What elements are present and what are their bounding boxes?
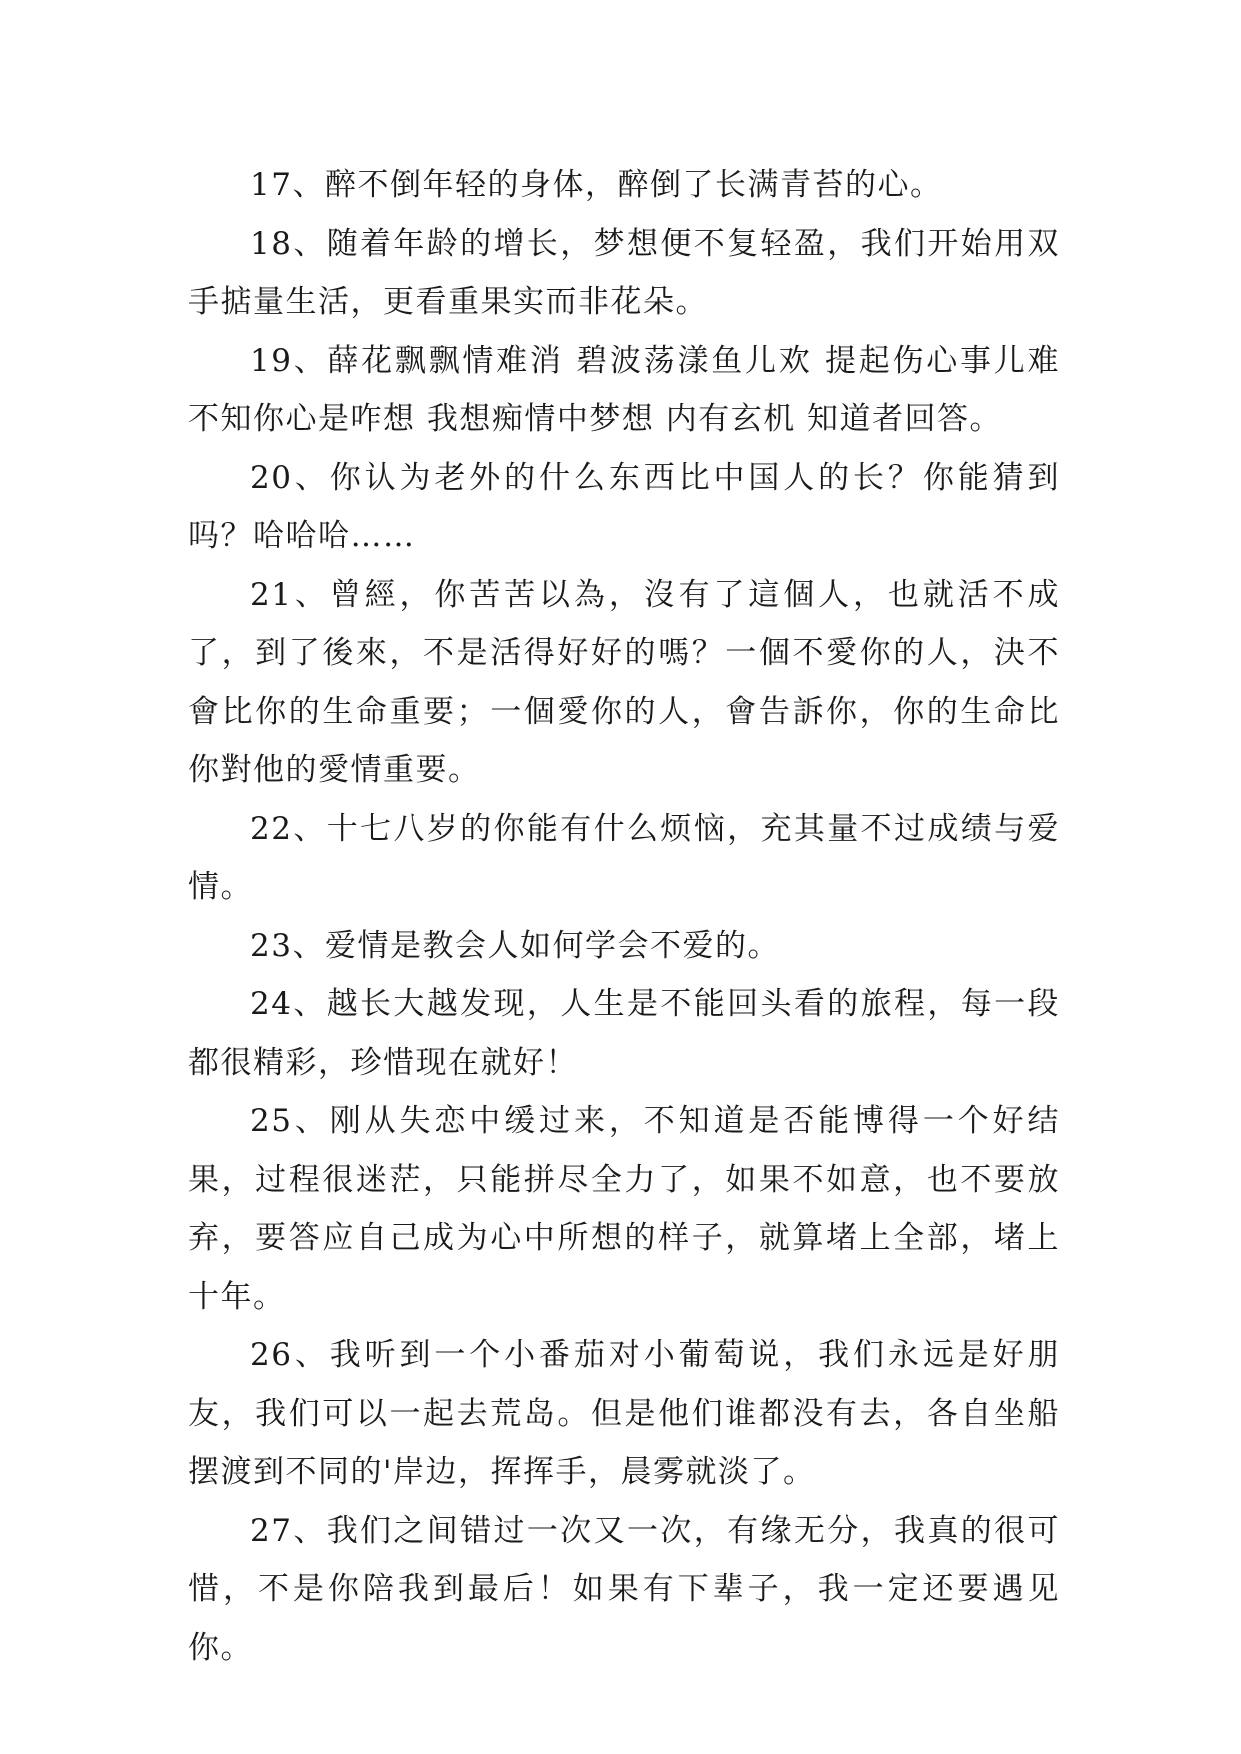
paragraph-20: 20、你认为老外的什么东西比中国人的长？你能猜到吗？哈哈哈……: [188, 459, 1060, 554]
paragraph-22: 22、十七八岁的你能有什么烦恼，充其量不过成绩与爱情。: [188, 810, 1060, 905]
paragraph-25: 25、刚从失恋中缓过来，不知道是否能博得一个好结果，过程很迷茫，只能拼尽全力了，如果不如意，也不要放弃，要答应自己成为心中所想的样子，就算堵上全部，堵上十年。: [188, 1103, 1060, 1315]
paragraph-18: 18、随着年龄的增长，梦想便不复轻盈，我们开始用双手掂量生活，更看重果实而非花朵。: [188, 225, 1060, 320]
paragraph-27: 27、我们之间错过一次又一次，有缘无分，我真的很可惜，不是你陪我到最后！如果有下辈子，我一定还要遇见你。: [188, 1512, 1060, 1666]
paragraph-19: 19、薛花飘飘情难消 碧波荡漾鱼儿欢 提起伤心事儿难不知你心是咋想 我想痴情中梦想 内有玄机 知道者回答。: [188, 342, 1060, 437]
paragraph-24: 24、越长大越发现，人生是不能回头看的旅程，每一段都很精彩，珍惜现在就好！: [188, 986, 1060, 1081]
paragraph-17: 17、醉不倒年轻的身体，醉倒了长满青苔的心。: [250, 167, 943, 203]
document-body: [188, 156, 1060, 1677]
paragraph-21: 21、曾經，你苦苦以為，沒有了這個人，也就活不成了，到了後來，不是活得好好的嗎？一個不愛你的人，決不會比你的生命重要；一個愛你的人，會告訴你，你的生命比你對他的愛情重要。: [188, 576, 1060, 788]
paragraph-26: 26、我听到一个小番茄对小葡萄说，我们永远是好朋友，我们可以一起去荒岛。但是他们谁都没有去，各自坐船摆渡到不同的'岸边，挥挥手，晨雾就淡了。: [188, 1337, 1060, 1490]
paragraph-23: 23、爱情是教会人如何学会不爱的。: [250, 927, 780, 964]
